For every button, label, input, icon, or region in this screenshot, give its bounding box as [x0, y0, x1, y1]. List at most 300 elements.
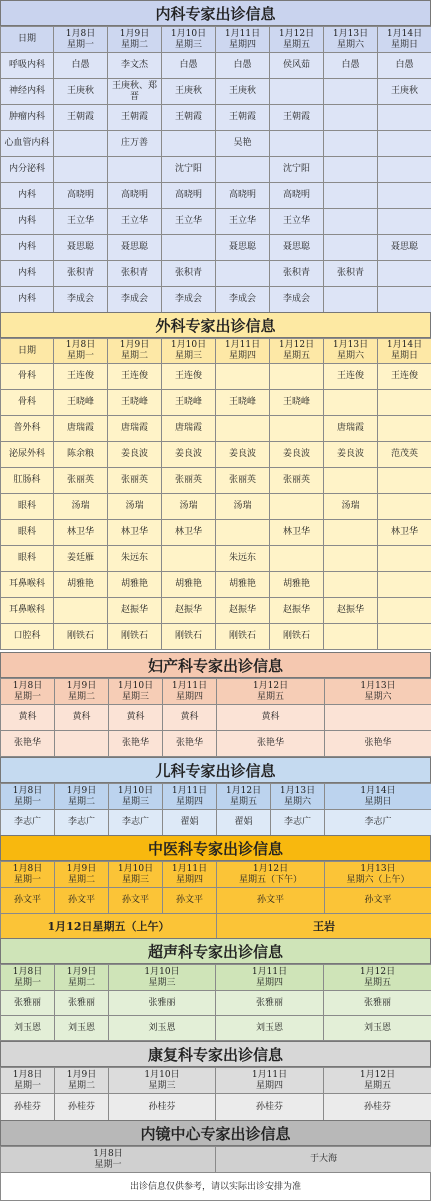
header-cell: 1月11日 星期四 — [216, 1068, 324, 1094]
table-row — [1, 731, 431, 757]
rehab-section — [0, 1041, 431, 1121]
department-cell: 肿瘤内科 — [1, 105, 54, 131]
doctor-cell: 孙文平 — [1, 888, 55, 914]
table-row — [1, 390, 431, 416]
doctor-cell: 孙桂芬 — [55, 1094, 109, 1121]
doctor-cell: 庄万善 — [108, 131, 162, 157]
department-cell: 眼科 — [1, 494, 54, 520]
doctor-cell — [378, 546, 431, 572]
header-cell: 1月11日 星期四 — [163, 679, 217, 705]
ultrasound-title: 超声科专家出诊信息 — [0, 938, 431, 964]
doctor-cell — [270, 494, 324, 520]
doctor-cell — [324, 546, 378, 572]
obgyn-table — [0, 678, 431, 757]
doctor-cell: 王连俊 — [324, 364, 378, 390]
doctor-cell: 沈宁阳 — [270, 157, 324, 183]
department-cell: 内科 — [1, 261, 54, 287]
header-cell: 1月9日 星期二 — [55, 1068, 109, 1094]
doctor-cell: 林卫华 — [270, 520, 324, 546]
doctor-cell: 胡雅艳 — [270, 572, 324, 598]
department-cell: 内科 — [1, 209, 54, 235]
table-row — [1, 442, 431, 468]
endoscopy-section — [0, 1120, 431, 1201]
table-row — [1, 624, 431, 650]
doctor-cell: 范茂英 — [378, 442, 431, 468]
doctor-cell: 吴艳 — [216, 131, 270, 157]
table-row — [1, 261, 431, 287]
doctor-cell: 张丽英 — [216, 468, 270, 494]
header-cell: 1月11日 星期四 — [163, 784, 217, 810]
doctor-cell: 王晓峰 — [270, 390, 324, 416]
tcm-section — [0, 835, 431, 939]
table-row — [1, 520, 431, 546]
table-row — [1, 157, 431, 183]
header-cell: 1月13日 星期六 — [324, 339, 378, 364]
doctor-cell: 聂思聪 — [54, 235, 108, 261]
doctor-cell: 朱远东 — [108, 546, 162, 572]
department-cell: 呼吸内科 — [1, 53, 54, 79]
header-cell: 1月8日 星期一 — [1, 784, 55, 810]
header-cell: 1月13日 星期六 — [324, 27, 378, 53]
header-cell: 1月11日 星期四 — [216, 965, 324, 991]
doctor-cell: 王立华 — [162, 209, 216, 235]
doctor-cell: 张积青 — [54, 261, 108, 287]
doctor-cell: 汤瑞 — [324, 494, 378, 520]
doctor-cell: 胡雅艳 — [54, 572, 108, 598]
doctor-cell — [324, 572, 378, 598]
doctor-cell — [54, 598, 108, 624]
doctor-cell: 刚铁石 — [54, 624, 108, 650]
doctor-cell: 孙文平 — [55, 888, 109, 914]
tcm-table — [0, 861, 431, 939]
header-cell: 1月8日 星期一 — [1, 679, 55, 705]
doctor-cell — [378, 157, 431, 183]
doctor-cell: 王晓峰 — [54, 390, 108, 416]
doctor-cell — [324, 183, 378, 209]
department-cell: 口腔科 — [1, 624, 54, 650]
rehab-title: 康复科专家出诊信息 — [0, 1041, 431, 1067]
doctor-cell: 王朝霞 — [270, 105, 324, 131]
doctor-cell: 孙桂芬 — [1, 1094, 55, 1121]
doctor-cell: 张丽英 — [108, 468, 162, 494]
doctor-cell: 赵振华 — [108, 598, 162, 624]
internal-medicine-title: 内科专家出诊信息 — [0, 0, 431, 26]
doctor-cell: 胡雅艳 — [162, 572, 216, 598]
doctor-cell: 李志广 — [325, 810, 431, 836]
doctor-cell: 林卫华 — [378, 520, 431, 546]
doctor-cell: 汤瑞 — [216, 494, 270, 520]
doctor-cell: 王庚秋 — [378, 79, 431, 105]
header-cell: 1月11日 星期四 — [163, 862, 217, 888]
doctor-cell: 姜良波 — [216, 442, 270, 468]
doctor-cell — [324, 157, 378, 183]
doctor-cell: 李志广 — [271, 810, 325, 836]
doctor-cell: 汤瑞 — [162, 494, 216, 520]
table-row — [1, 105, 431, 131]
department-cell: 骨科 — [1, 364, 54, 390]
doctor-cell: 王朝霞 — [108, 105, 162, 131]
doctor-cell: 王连俊 — [108, 364, 162, 390]
surgery-section — [0, 312, 431, 650]
doctor-cell — [325, 705, 431, 731]
doctor-cell: 张积青 — [108, 261, 162, 287]
doctor-cell: 姜廷雁 — [54, 546, 108, 572]
doctor-cell: 张艳华 — [109, 731, 163, 757]
doctor-cell: 张雅丽 — [55, 991, 109, 1016]
doctor-cell: 姜良波 — [108, 442, 162, 468]
doctor-cell — [378, 105, 431, 131]
doctor-cell: 张雅丽 — [109, 991, 216, 1016]
department-cell: 肛肠科 — [1, 468, 54, 494]
doctor-cell: 林卫华 — [54, 520, 108, 546]
doctor-cell — [324, 287, 378, 313]
doctor-cell: 刚铁石 — [270, 624, 324, 650]
header-cell: 1月8日 星期一 — [1, 965, 55, 991]
table-row — [1, 183, 431, 209]
header-cell: 1月14日 星期日 — [378, 339, 431, 364]
doctor-cell: 赵振华 — [216, 598, 270, 624]
doctor-cell — [270, 416, 324, 442]
doctor-cell: 白愚 — [162, 53, 216, 79]
tcm-extra-label: 1月12日星期五（上午） — [1, 914, 217, 939]
doctor-cell: 王晓峰 — [216, 390, 270, 416]
doctor-cell — [324, 520, 378, 546]
table-row — [1, 209, 431, 235]
doctor-cell: 李文杰 — [108, 53, 162, 79]
pediatrics-title: 儿科专家出诊信息 — [0, 757, 431, 783]
doctor-cell: 聂思聪 — [270, 235, 324, 261]
surgery-title: 外科专家出诊信息 — [0, 312, 431, 338]
doctor-cell: 李成会 — [54, 287, 108, 313]
doctor-cell: 白愚 — [324, 53, 378, 79]
department-cell: 内科 — [1, 183, 54, 209]
doctor-cell — [378, 494, 431, 520]
doctor-cell: 汤瑞 — [54, 494, 108, 520]
table-row — [1, 416, 431, 442]
header-cell: 1月9日 星期二 — [108, 27, 162, 53]
doctor-cell — [378, 468, 431, 494]
doctor-cell: 高晓明 — [108, 183, 162, 209]
doctor-cell — [378, 287, 431, 313]
endoscopy-title: 内镜中心专家出诊信息 — [0, 1120, 431, 1146]
doctor-cell — [270, 364, 324, 390]
doctor-cell: 孙文平 — [163, 888, 217, 914]
doctor-cell: 唐瑞霞 — [54, 416, 108, 442]
doctor-cell — [216, 157, 270, 183]
doctor-cell: 王晓峰 — [162, 390, 216, 416]
doctor-cell: 王立华 — [108, 209, 162, 235]
doctor-cell — [162, 235, 216, 261]
doctor-cell: 孙文平 — [109, 888, 163, 914]
doctor-cell — [54, 157, 108, 183]
doctor-cell: 白愚 — [54, 53, 108, 79]
doctor-cell: 刘玉恩 — [55, 1016, 109, 1041]
doctor-cell — [378, 624, 431, 650]
doctor-cell: 姜良波 — [324, 442, 378, 468]
header-cell: 1月12日 星期五（下午） — [217, 862, 325, 888]
doctor-cell: 李志广 — [109, 810, 163, 836]
doctor-cell — [378, 183, 431, 209]
doctor-cell — [216, 261, 270, 287]
doctor-cell: 刚铁石 — [162, 624, 216, 650]
doctor-cell: 黄科 — [1, 705, 55, 731]
endoscopy-doctor: 于大海 — [216, 1147, 431, 1173]
department-cell: 泌尿外科 — [1, 442, 54, 468]
tcm-title: 中医科专家出诊信息 — [0, 835, 431, 861]
header-cell: 1月9日 星期二 — [55, 784, 109, 810]
department-cell: 眼科 — [1, 546, 54, 572]
tcm-extra-doctor: 王岩 — [217, 914, 431, 939]
doctor-cell: 聂思聪 — [378, 235, 431, 261]
department-cell: 普外科 — [1, 416, 54, 442]
table-row — [1, 79, 431, 105]
header-cell: 1月12日 星期五 — [217, 679, 325, 705]
doctor-cell: 张雅丽 — [1, 991, 55, 1016]
pediatrics-table — [0, 783, 431, 836]
header-cell: 1月10日 星期三 — [109, 1068, 216, 1094]
doctor-cell: 刘玉恩 — [109, 1016, 216, 1041]
obgyn-title: 妇产科专家出诊信息 — [0, 652, 431, 678]
header-cell: 1月9日 星期二 — [108, 339, 162, 364]
doctor-cell: 孙桂芬 — [109, 1094, 216, 1121]
table-row — [1, 468, 431, 494]
doctor-cell: 李志广 — [55, 810, 109, 836]
doctor-cell: 孙文平 — [217, 888, 325, 914]
doctor-cell — [324, 390, 378, 416]
header-cell: 1月12日 星期五 — [270, 27, 324, 53]
department-cell: 骨科 — [1, 390, 54, 416]
header-cell: 1月11日 星期四 — [216, 27, 270, 53]
doctor-cell: 黄科 — [55, 705, 109, 731]
header-cell: 1月10日 星期三 — [109, 862, 163, 888]
doctor-cell: 姜良波 — [162, 442, 216, 468]
doctor-cell — [324, 105, 378, 131]
doctor-cell: 张丽英 — [54, 468, 108, 494]
doctor-cell — [378, 598, 431, 624]
table-row — [1, 705, 431, 731]
doctor-cell: 李成会 — [216, 287, 270, 313]
doctor-cell: 胡雅艳 — [216, 572, 270, 598]
doctor-cell: 刘玉恩 — [216, 1016, 324, 1041]
table-row — [1, 287, 431, 313]
doctor-cell — [378, 209, 431, 235]
header-cell: 1月12日 星期五 — [324, 1068, 431, 1094]
doctor-cell: 姜良波 — [270, 442, 324, 468]
doctor-cell: 林卫华 — [162, 520, 216, 546]
doctor-cell: 张积青 — [162, 261, 216, 287]
doctor-cell: 赵振华 — [324, 598, 378, 624]
doctor-cell: 高晓明 — [216, 183, 270, 209]
doctor-cell: 黄科 — [109, 705, 163, 731]
doctor-cell: 张积青 — [324, 261, 378, 287]
internal-medicine-section — [0, 0, 431, 313]
doctor-cell: 王立华 — [54, 209, 108, 235]
doctor-cell — [324, 468, 378, 494]
rehab-table — [0, 1067, 431, 1121]
doctor-cell — [378, 416, 431, 442]
header-cell: 1月8日 星期一 — [54, 339, 108, 364]
department-cell: 耳鼻喉科 — [1, 572, 54, 598]
header-cell: 1月10日 星期三 — [162, 339, 216, 364]
doctor-cell: 朱远东 — [216, 546, 270, 572]
doctor-cell: 林卫华 — [108, 520, 162, 546]
header-cell: 1月12日 星期五 — [270, 339, 324, 364]
header-cell: 1月13日 星期六（上午） — [325, 862, 431, 888]
doctor-cell: 王朝霞 — [162, 105, 216, 131]
doctor-cell: 刚铁石 — [216, 624, 270, 650]
doctor-cell — [378, 390, 431, 416]
doctor-cell — [324, 624, 378, 650]
doctor-cell: 唐瑞霞 — [324, 416, 378, 442]
header-cell: 1月9日 星期二 — [55, 862, 109, 888]
header-cell: 1月12日 星期五 — [324, 965, 431, 991]
department-cell: 眼科 — [1, 520, 54, 546]
department-cell: 内科 — [1, 287, 54, 313]
doctor-cell: 王连俊 — [378, 364, 431, 390]
header-cell: 1月9日 星期二 — [55, 965, 109, 991]
doctor-cell: 王朝霞 — [216, 105, 270, 131]
department-cell: 神经内科 — [1, 79, 54, 105]
header-cell: 1月13日 星期六 — [325, 679, 431, 705]
doctor-cell: 张丽英 — [270, 468, 324, 494]
footer-note: 出诊信息仅供参考，请以实际出诊安排为准 — [0, 1173, 431, 1201]
doctor-cell: 唐瑞霞 — [108, 416, 162, 442]
department-cell: 内科 — [1, 235, 54, 261]
doctor-cell — [324, 235, 378, 261]
header-cell: 1月11日 星期四 — [216, 339, 270, 364]
doctor-cell: 黄科 — [163, 705, 217, 731]
table-row — [1, 364, 431, 390]
header-cell: 1月13日 星期六 — [271, 784, 325, 810]
doctor-cell: 唐瑞霞 — [162, 416, 216, 442]
doctor-cell: 孙文平 — [325, 888, 431, 914]
table-row — [1, 546, 431, 572]
ultrasound-table — [0, 964, 431, 1041]
doctor-cell: 张艳华 — [1, 731, 55, 757]
doctor-cell: 黄科 — [217, 705, 325, 731]
doctor-cell: 翟娟 — [217, 810, 271, 836]
doctor-cell — [324, 79, 378, 105]
header-cell: 1月10日 星期三 — [109, 965, 216, 991]
doctor-cell: 刚铁石 — [108, 624, 162, 650]
doctor-cell: 刘玉恩 — [1, 1016, 55, 1041]
doctor-cell: 张艳华 — [325, 731, 431, 757]
doctor-cell: 王连俊 — [54, 364, 108, 390]
doctor-cell: 赵振华 — [162, 598, 216, 624]
doctor-cell — [162, 546, 216, 572]
doctor-cell — [108, 157, 162, 183]
doctor-cell: 陈余粮 — [54, 442, 108, 468]
header-cell: 日期 — [1, 339, 54, 364]
doctor-cell: 张雅丽 — [216, 991, 324, 1016]
doctor-cell: 侯风茹 — [270, 53, 324, 79]
doctor-cell — [378, 131, 431, 157]
header-cell: 1月14日 星期日 — [378, 27, 431, 53]
doctor-cell: 赵振华 — [270, 598, 324, 624]
doctor-cell — [216, 416, 270, 442]
doctor-cell — [54, 131, 108, 157]
department-cell: 耳鼻喉科 — [1, 598, 54, 624]
header-cell: 日期 — [1, 27, 54, 53]
doctor-cell — [216, 364, 270, 390]
doctor-cell — [270, 546, 324, 572]
doctor-cell: 李成会 — [270, 287, 324, 313]
doctor-cell: 白愚 — [378, 53, 431, 79]
doctor-cell: 王立华 — [270, 209, 324, 235]
doctor-cell: 白愚 — [216, 53, 270, 79]
doctor-cell: 张艳华 — [163, 731, 217, 757]
doctor-cell: 张雅丽 — [324, 991, 431, 1016]
doctor-cell: 高晓明 — [54, 183, 108, 209]
doctor-cell: 王立华 — [216, 209, 270, 235]
department-cell: 心血管内科 — [1, 131, 54, 157]
doctor-cell: 张丽英 — [162, 468, 216, 494]
doctor-cell: 李成会 — [108, 287, 162, 313]
doctor-cell: 高晓明 — [270, 183, 324, 209]
header-cell: 1月14日 星期日 — [325, 784, 431, 810]
doctor-cell: 王朝霞 — [54, 105, 108, 131]
header-cell: 1月8日 星期一 — [54, 27, 108, 53]
doctor-cell — [324, 209, 378, 235]
doctor-cell: 李成会 — [162, 287, 216, 313]
obgyn-section — [0, 652, 431, 757]
doctor-cell — [378, 261, 431, 287]
internal-medicine-table — [0, 26, 431, 313]
header-cell: 1月12日 星期五 — [217, 784, 271, 810]
doctor-cell: 孙桂芬 — [324, 1094, 431, 1121]
header-cell: 1月10日 星期三 — [162, 27, 216, 53]
doctor-cell: 刘玉恩 — [324, 1016, 431, 1041]
doctor-cell — [378, 572, 431, 598]
doctor-cell — [55, 731, 109, 757]
doctor-cell — [162, 131, 216, 157]
doctor-cell: 王连俊 — [162, 364, 216, 390]
table-row — [1, 53, 431, 79]
doctor-cell — [270, 79, 324, 105]
doctor-cell: 聂思聪 — [216, 235, 270, 261]
doctor-cell: 王庚秋 — [216, 79, 270, 105]
table-row — [1, 572, 431, 598]
header-cell: 1月8日 星期一 — [1, 862, 55, 888]
doctor-cell: 张艳华 — [217, 731, 325, 757]
doctor-cell — [270, 131, 324, 157]
department-cell: 内分泌科 — [1, 157, 54, 183]
doctor-cell: 王庚秋 — [54, 79, 108, 105]
table-row — [1, 598, 431, 624]
doctor-cell — [324, 131, 378, 157]
doctor-cell: 王庚秋 — [162, 79, 216, 105]
header-cell: 1月10日 星期三 — [109, 784, 163, 810]
doctor-cell: 李志广 — [1, 810, 55, 836]
table-row — [1, 131, 431, 157]
table-row — [1, 235, 431, 261]
doctor-cell: 汤瑞 — [108, 494, 162, 520]
doctor-cell — [216, 520, 270, 546]
doctor-cell: 沈宁阳 — [162, 157, 216, 183]
doctor-cell: 张积青 — [270, 261, 324, 287]
doctor-cell: 王庚秋、郑晋 — [108, 79, 162, 105]
doctor-cell: 孙桂芬 — [216, 1094, 324, 1121]
ultrasound-section — [0, 938, 431, 1041]
doctor-cell: 翟娟 — [163, 810, 217, 836]
pediatrics-section — [0, 757, 431, 836]
header-cell: 1月8日 星期一 — [1, 1068, 55, 1094]
doctor-cell: 高晓明 — [162, 183, 216, 209]
table-row — [1, 494, 431, 520]
header-cell: 1月10日 星期三 — [109, 679, 163, 705]
endoscopy-date: 1月8日 星期一 — [1, 1147, 216, 1173]
doctor-cell: 王晓峰 — [108, 390, 162, 416]
